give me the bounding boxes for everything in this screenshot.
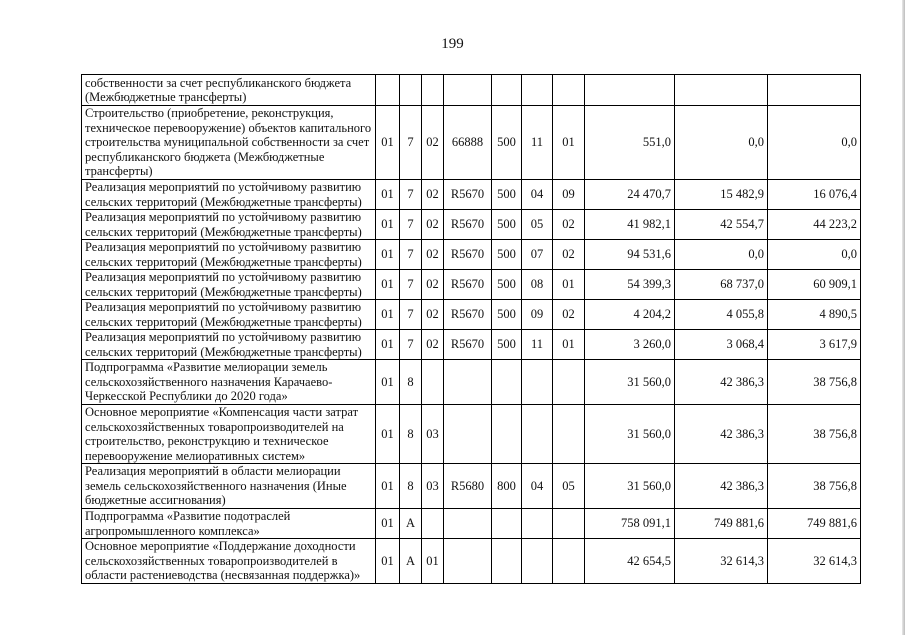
code-cell: 11: [522, 330, 553, 360]
amount-year1-cell: 94 531,6: [585, 240, 675, 270]
amount-year3-cell: 44 223,2: [768, 210, 861, 240]
amount-year2-cell: 42 386,3: [675, 405, 768, 464]
code-cell: [492, 360, 522, 405]
code-cell: 01: [376, 360, 400, 405]
table-row: [82, 464, 861, 509]
code-cell: [400, 75, 422, 106]
table-row: [82, 330, 861, 360]
code-cell: 66888: [444, 106, 492, 180]
code-cell: 05: [522, 210, 553, 240]
code-cell: 02: [553, 210, 585, 240]
code-cell: [422, 360, 444, 405]
budget-table: [81, 74, 861, 584]
amount-year2-cell: 68 737,0: [675, 270, 768, 300]
code-cell: 01: [376, 405, 400, 464]
code-cell: 04: [522, 180, 553, 210]
code-cell: [522, 360, 553, 405]
amount-year1-cell: 54 399,3: [585, 270, 675, 300]
amount-year2-cell: 3 068,4: [675, 330, 768, 360]
code-cell: [444, 539, 492, 584]
code-cell: 01: [376, 210, 400, 240]
program-name-cell: Реализация мероприятий по устойчивому развитию сельских территорий (Межбюджетные трансферты): [82, 330, 376, 360]
amount-year2-cell: [675, 75, 768, 106]
table-row: [82, 270, 861, 300]
code-cell: 500: [492, 240, 522, 270]
code-cell: 09: [522, 300, 553, 330]
code-cell: 800: [492, 464, 522, 509]
code-cell: 01: [376, 106, 400, 180]
code-cell: 500: [492, 180, 522, 210]
code-cell: R5670: [444, 300, 492, 330]
amount-year3-cell: 16 076,4: [768, 180, 861, 210]
code-cell: 03: [422, 464, 444, 509]
code-cell: 01: [376, 539, 400, 584]
program-name-cell: Реализация мероприятий в области мелиорации земель сельскохозяйственного назначения (Иные бюджетные ассигнования): [82, 464, 376, 509]
code-cell: [492, 509, 522, 539]
code-cell: [522, 509, 553, 539]
code-cell: 02: [553, 240, 585, 270]
amount-year1-cell: 24 470,7: [585, 180, 675, 210]
code-cell: 7: [400, 210, 422, 240]
program-name-cell: Подпрограмма «Развитие мелиорации земель сельскохозяйственного назначения Карачаево-Черкесской Республики до 2020 года»: [82, 360, 376, 405]
amount-year1-cell: 551,0: [585, 106, 675, 180]
amount-year3-cell: 38 756,8: [768, 360, 861, 405]
code-cell: [553, 509, 585, 539]
table-row: [82, 300, 861, 330]
code-cell: R5680: [444, 464, 492, 509]
code-cell: [553, 539, 585, 584]
code-cell: 02: [422, 180, 444, 210]
code-cell: А: [400, 539, 422, 584]
code-cell: [492, 405, 522, 464]
amount-year1-cell: 758 091,1: [585, 509, 675, 539]
code-cell: R5670: [444, 270, 492, 300]
amount-year2-cell: 749 881,6: [675, 509, 768, 539]
code-cell: [522, 539, 553, 584]
table-row: [82, 509, 861, 539]
program-name-cell: Реализация мероприятий по устойчивому развитию сельских территорий (Межбюджетные трансферты): [82, 210, 376, 240]
amount-year3-cell: 32 614,3: [768, 539, 861, 584]
program-name-cell: Подпрограмма «Развитие подотраслей агропромышленного комплекса»: [82, 509, 376, 539]
code-cell: [522, 405, 553, 464]
amount-year3-cell: 0,0: [768, 106, 861, 180]
code-cell: 500: [492, 300, 522, 330]
code-cell: 01: [376, 270, 400, 300]
table-row: [82, 539, 861, 584]
program-name-cell: Реализация мероприятий по устойчивому развитию сельских территорий (Межбюджетные трансферты): [82, 300, 376, 330]
table-row: [82, 106, 861, 180]
table-row: [82, 180, 861, 210]
code-cell: 8: [400, 405, 422, 464]
program-name-cell: Реализация мероприятий по устойчивому развитию сельских территорий (Межбюджетные трансферты): [82, 270, 376, 300]
code-cell: 500: [492, 106, 522, 180]
code-cell: [522, 75, 553, 106]
code-cell: R5670: [444, 240, 492, 270]
code-cell: [553, 75, 585, 106]
amount-year1-cell: [585, 75, 675, 106]
program-name-cell: Реализация мероприятий по устойчивому развитию сельских территорий (Межбюджетные трансферты): [82, 240, 376, 270]
program-name-cell: Основное мероприятие «Поддержание доходности сельскохозяйственных товаропроизводителей в области растениеводства (несвязанная поддержка)»: [82, 539, 376, 584]
code-cell: [444, 405, 492, 464]
code-cell: [422, 75, 444, 106]
amount-year2-cell: 0,0: [675, 106, 768, 180]
amount-year1-cell: 41 982,1: [585, 210, 675, 240]
code-cell: R5670: [444, 330, 492, 360]
code-cell: 01: [376, 180, 400, 210]
code-cell: 05: [553, 464, 585, 509]
amount-year3-cell: 38 756,8: [768, 464, 861, 509]
amount-year3-cell: 0,0: [768, 240, 861, 270]
code-cell: 500: [492, 330, 522, 360]
program-name-cell: собственности за счет республиканского бюджета (Межбюджетные трансферты): [82, 75, 376, 106]
code-cell: R5670: [444, 180, 492, 210]
code-cell: 08: [522, 270, 553, 300]
code-cell: 09: [553, 180, 585, 210]
code-cell: 8: [400, 464, 422, 509]
code-cell: 7: [400, 106, 422, 180]
amount-year2-cell: 42 386,3: [675, 360, 768, 405]
amount-year3-cell: 749 881,6: [768, 509, 861, 539]
amount-year1-cell: 4 204,2: [585, 300, 675, 330]
code-cell: [422, 509, 444, 539]
table-row: [82, 240, 861, 270]
code-cell: 01: [553, 330, 585, 360]
program-name-cell: Строительство (приобретение, реконструкция, техническое перевооружение) объектов капитального строительства муниципальной собственности за счет республиканского бюджета (Межбюджетные трансферты): [82, 106, 376, 180]
code-cell: 01: [376, 509, 400, 539]
code-cell: 01: [553, 106, 585, 180]
code-cell: 8: [400, 360, 422, 405]
code-cell: [492, 75, 522, 106]
code-cell: 02: [422, 240, 444, 270]
code-cell: [444, 75, 492, 106]
amount-year1-cell: 3 260,0: [585, 330, 675, 360]
amount-year2-cell: 42 386,3: [675, 464, 768, 509]
amount-year3-cell: 38 756,8: [768, 405, 861, 464]
table-row: [82, 360, 861, 405]
code-cell: 01: [376, 300, 400, 330]
amount-year3-cell: 3 617,9: [768, 330, 861, 360]
code-cell: 7: [400, 330, 422, 360]
code-cell: 02: [422, 106, 444, 180]
code-cell: 02: [422, 300, 444, 330]
amount-year2-cell: 15 482,9: [675, 180, 768, 210]
code-cell: 01: [553, 270, 585, 300]
code-cell: [553, 405, 585, 464]
code-cell: 02: [553, 300, 585, 330]
code-cell: 01: [376, 464, 400, 509]
amount-year3-cell: 4 890,5: [768, 300, 861, 330]
code-cell: R5670: [444, 210, 492, 240]
code-cell: 500: [492, 210, 522, 240]
code-cell: 01: [376, 330, 400, 360]
program-name-cell: Реализация мероприятий по устойчивому развитию сельских территорий (Межбюджетные трансферты): [82, 180, 376, 210]
code-cell: 7: [400, 270, 422, 300]
table-row: [82, 405, 861, 464]
code-cell: 500: [492, 270, 522, 300]
code-cell: 02: [422, 210, 444, 240]
code-cell: 02: [422, 330, 444, 360]
code-cell: 03: [422, 405, 444, 464]
code-cell: 07: [522, 240, 553, 270]
amount-year3-cell: [768, 75, 861, 106]
code-cell: 7: [400, 180, 422, 210]
table-body: [82, 75, 861, 584]
table-row: [82, 75, 861, 106]
code-cell: [553, 360, 585, 405]
page-number: 199: [441, 36, 464, 52]
amount-year3-cell: 60 909,1: [768, 270, 861, 300]
code-cell: [444, 360, 492, 405]
code-cell: 04: [522, 464, 553, 509]
code-cell: 01: [376, 240, 400, 270]
code-cell: 02: [422, 270, 444, 300]
program-name-cell: Основное мероприятие «Компенсация части затрат сельскохозяйственных товаропроизводителей на строительство, реконструкцию и техническое перевооружение мелиоративных систем»: [82, 405, 376, 464]
amount-year2-cell: 32 614,3: [675, 539, 768, 584]
code-cell: [492, 539, 522, 584]
code-cell: 7: [400, 240, 422, 270]
code-cell: [376, 75, 400, 106]
amount-year2-cell: 0,0: [675, 240, 768, 270]
amount-year2-cell: 4 055,8: [675, 300, 768, 330]
code-cell: [444, 509, 492, 539]
table-row: [82, 210, 861, 240]
code-cell: А: [400, 509, 422, 539]
amount-year2-cell: 42 554,7: [675, 210, 768, 240]
amount-year1-cell: 31 560,0: [585, 405, 675, 464]
code-cell: 01: [422, 539, 444, 584]
code-cell: 7: [400, 300, 422, 330]
amount-year1-cell: 42 654,5: [585, 539, 675, 584]
amount-year1-cell: 31 560,0: [585, 464, 675, 509]
code-cell: 11: [522, 106, 553, 180]
amount-year1-cell: 31 560,0: [585, 360, 675, 405]
